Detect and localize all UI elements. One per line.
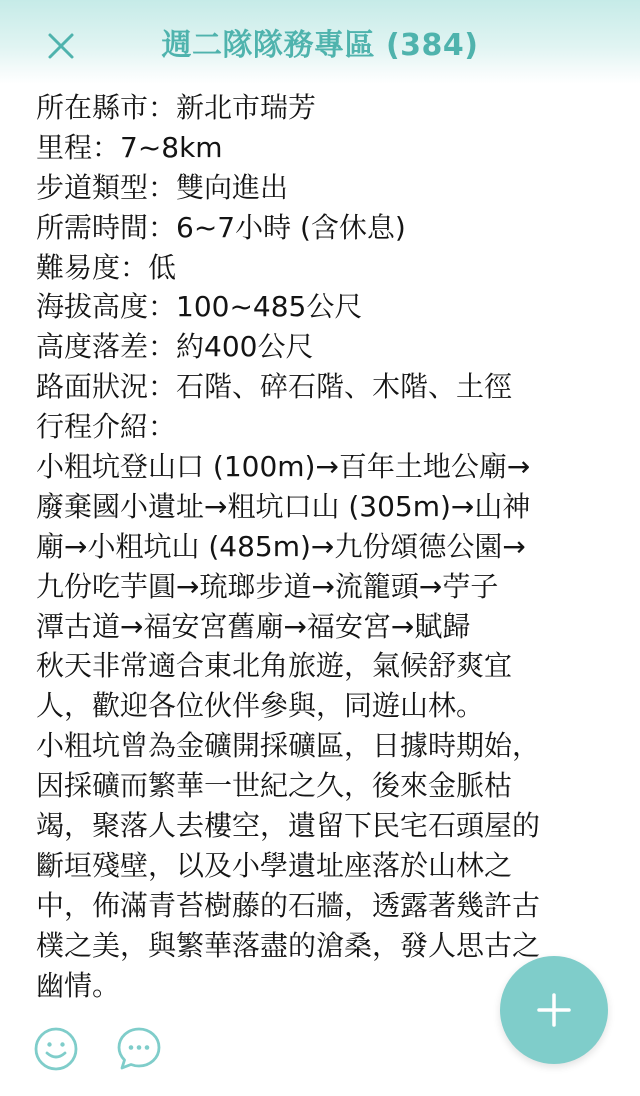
post-line: 路面狀況：石階、碎石階、木階、土徑: [36, 370, 513, 404]
post-line: 難易度：低: [36, 250, 177, 284]
post-line: 竭，聚落人去樓空，遺留下民宅石頭屋的: [36, 809, 541, 843]
chat-bubble-icon[interactable]: [116, 1026, 162, 1072]
post-line: 所在縣市：新北市瑞芳: [36, 91, 317, 124]
post-line: 行程介紹：: [36, 410, 177, 444]
post-line: 秋天非常適合東北角旅遊，氣候舒爽宜: [36, 649, 513, 683]
page-title: 週二隊隊務專區 (384): [161, 28, 479, 63]
post-line: 里程：7~8km: [36, 130, 223, 164]
post-body: [36, 88, 596, 1005]
post-line: 斷垣殘壁，以及小學遺址座落於山林之: [36, 848, 513, 882]
post-line: 樸之美，與繁華落盡的滄桑，發人思古之: [36, 928, 541, 962]
post-line: 步道類型：雙向進出: [36, 170, 289, 204]
post-line: 小粗坑登山口 (100m)→百年土地公廟→: [36, 450, 531, 484]
plus-icon: [536, 992, 572, 1028]
add-button[interactable]: [500, 956, 608, 1064]
post-line: 人，歡迎各位伙伴參與，同遊山林。: [36, 689, 485, 723]
post-line: 小粗坑曾為金礦開採礦區，日據時期始，: [36, 729, 541, 763]
smiley-icon[interactable]: [33, 1026, 79, 1072]
post-line: 潭古道→福安宮舊廟→福安宮→賦歸: [36, 609, 471, 643]
post-line: 因採礦而繁華一世紀之久，後來金脈枯: [36, 769, 513, 803]
post-line: 九份吃芋圓→琉瑯步道→流籠頭→苧子: [36, 569, 499, 603]
post-line: 廟→小粗坑山 (485m)→九份頌德公園→: [36, 529, 526, 563]
post-line: 幽情。: [36, 968, 121, 1002]
post-line: 高度落差：約400公尺: [36, 330, 314, 364]
top-bar: [0, 0, 640, 84]
post-line: 所需時間：6~7小時 (含休息): [36, 210, 406, 244]
post-line: 海拔高度：100~485公尺: [36, 290, 363, 324]
post-line: 中，佈滿青苔樹藤的石牆，透露著幾許古: [36, 888, 541, 922]
post-line: 廢棄國小遺址→粗坑口山 (305m)→山神: [36, 489, 531, 523]
